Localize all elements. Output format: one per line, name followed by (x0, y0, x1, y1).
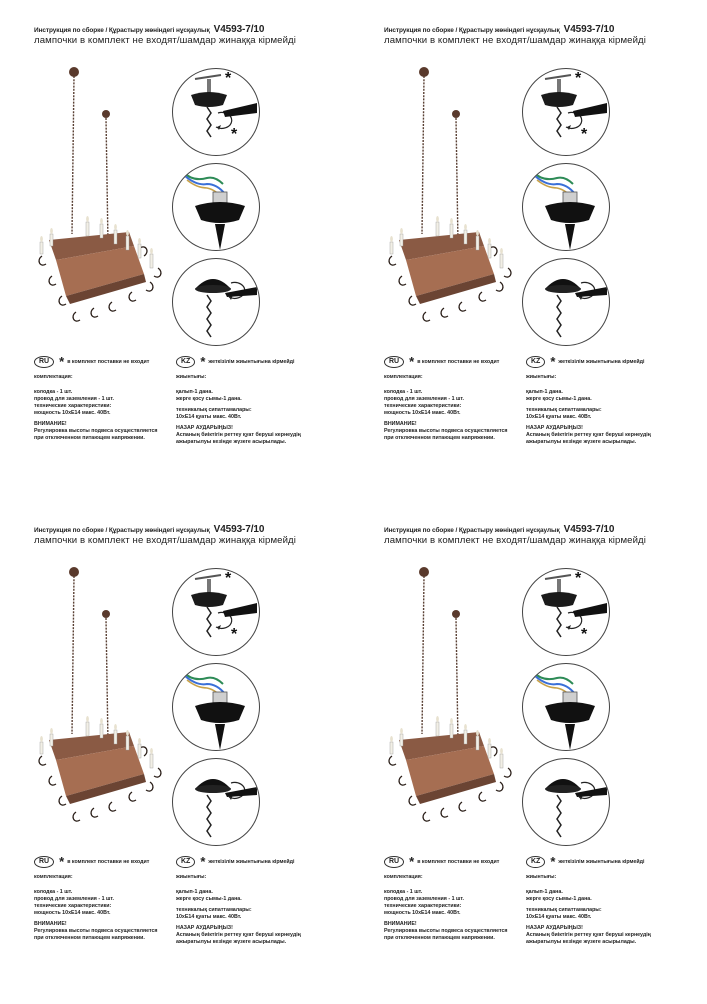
kz-star-note: жеткізілім жиынтығына кірмейді (558, 359, 645, 365)
ru-star-note: в комплект поставки не входит (417, 859, 500, 865)
assembly-steps (522, 68, 612, 348)
kz-specs-value: 10хЕ14 қуаты макс. 40Вт. (176, 914, 242, 920)
ru-legend (384, 856, 499, 868)
model-number: V4593-7/10 (213, 524, 265, 535)
ru-specs-value: мощность 10хЕ14 макс. 40Вт. (34, 410, 111, 416)
assembly-steps (522, 568, 612, 848)
ru-star-note: в комплект поставки не входит (67, 859, 150, 865)
star-icon: * (225, 70, 232, 87)
ru-kit-item: провод для заземления - 1 шт. (384, 896, 465, 902)
step-wiring (522, 663, 610, 751)
kz-kit-label: жиынтығы: (526, 874, 557, 880)
step-ceiling-mount (522, 68, 610, 156)
cover-fix-diagram (173, 759, 259, 845)
ru-kit-label: комплектация: (34, 874, 73, 880)
kz-specs-label: техникалық сипаттамалары: (526, 907, 602, 913)
step-cover-fix (522, 758, 610, 846)
kz-kit-item: жерге қосу сымы-1 дана. (526, 896, 592, 902)
kz-specs-value: 10хЕ14 қуаты макс. 40Вт. (526, 414, 592, 420)
chandelier-image (34, 64, 169, 344)
model-number: V4593-7/10 (563, 524, 615, 535)
kz-badge: KZ (526, 356, 545, 368)
title-text: Инструкция по сборке / Құрастыру жөніндегі нұсқаулық (34, 527, 210, 534)
instruction-title (384, 24, 614, 35)
ru-legend (34, 856, 149, 868)
ru-warning-line: при отключенном питающем напряжении. (384, 935, 495, 941)
kz-kit-item: қалып-1 дана. (526, 889, 563, 895)
kz-badge: KZ (526, 856, 545, 868)
assembly-steps (172, 568, 262, 848)
kz-warning-line: Аспаның биіктігін реттеу қуат беруші кернеудің (526, 932, 651, 938)
ru-warning-line: Регулировка высоты подвеса осуществляется (34, 928, 158, 934)
star-icon: * (59, 354, 65, 369)
model-number: V4593-7/10 (213, 24, 265, 35)
instruction-title (34, 524, 264, 535)
ceiling-mount-diagram (523, 69, 609, 155)
ru-specs-label: технические характеристики: (384, 403, 462, 409)
ru-kit-item: колодка - 1 шт. (384, 389, 423, 395)
kz-kit-item: қалып-1 дана. (176, 389, 213, 395)
kz-legend (526, 356, 644, 368)
wiring-diagram (523, 164, 609, 250)
star-icon: * (200, 854, 206, 869)
ru-kit-item: провод для заземления - 1 шт. (384, 396, 465, 402)
ru-warning-line: при отключенном питающем напряжении. (34, 935, 145, 941)
step-wiring (172, 163, 260, 251)
step-ceiling-mount (172, 68, 260, 156)
instruction-title (34, 24, 264, 35)
kz-warning-line: ажыратылуы кезінде жүзеге асырылады. (176, 939, 287, 945)
kz-specs-label: техникалық сипаттамалары: (176, 407, 252, 413)
bulbs-not-included-note: лампочки в комплект не входят/шамдар жинаққа кірмейді (384, 35, 646, 46)
kz-star-note: жеткізілім жиынтығына кірмейді (208, 359, 295, 365)
kz-legend (176, 856, 294, 868)
model-number: V4593-7/10 (563, 24, 615, 35)
title-text: Инструкция по сборке / Құрастыру жөніндегі нұсқаулық (384, 27, 560, 34)
ru-specs-value: мощность 10хЕ14 макс. 40Вт. (384, 910, 461, 916)
bulbs-not-included-note: лампочки в комплект не входят/шамдар жинаққа кірмейді (34, 35, 296, 46)
ru-badge: RU (384, 856, 404, 868)
star-icon: * (581, 626, 588, 643)
kz-warning-label: НАЗАР АУДАРЫҢЫЗ! (526, 425, 583, 431)
chandelier-image (384, 64, 519, 344)
star-icon: * (581, 126, 588, 143)
title-text: Инструкция по сборке / Құрастыру жөніндегі нұсқаулық (384, 527, 560, 534)
ru-badge: RU (34, 356, 54, 368)
ceiling-mount-diagram (173, 569, 259, 655)
step-ceiling-mount (172, 568, 260, 656)
kz-specs (526, 374, 664, 446)
ru-badge: RU (34, 856, 54, 868)
ru-kit-item: колодка - 1 шт. (384, 889, 423, 895)
kz-warning-label: НАЗАР АУДАРЫҢЫЗ! (526, 925, 583, 931)
ru-badge: RU (384, 356, 404, 368)
star-icon: * (550, 854, 556, 869)
kz-specs-label: техникалық сипаттамалары: (526, 407, 602, 413)
ru-specs-value: мощность 10хЕ14 макс. 40Вт. (34, 910, 111, 916)
wiring-diagram (173, 164, 259, 250)
instruction-panel-bottom-right (384, 524, 707, 1004)
step-cover-fix (172, 758, 260, 846)
kz-kit-item: жерге қосу сымы-1 дана. (176, 896, 242, 902)
kz-legend (176, 356, 294, 368)
cover-fix-diagram (173, 259, 259, 345)
kz-warning-line: ажыратылуы кезінде жүзеге асырылады. (526, 939, 637, 945)
kz-specs (526, 874, 664, 946)
ru-warning-label: ВНИМАНИЕ! (34, 921, 67, 927)
ru-kit-item: колодка - 1 шт. (34, 389, 73, 395)
kz-warning-line: ажыратылуы кезінде жүзеге асырылады. (526, 439, 637, 445)
ru-warning-label: ВНИМАНИЕ! (384, 921, 417, 927)
star-icon: * (231, 126, 238, 143)
ru-specs-value: мощность 10хЕ14 макс. 40Вт. (384, 410, 461, 416)
kz-warning-line: Аспаның биіктігін реттеу қуат беруші кернеудің (176, 432, 301, 438)
wiring-diagram (173, 664, 259, 750)
ru-kit-label: комплектация: (34, 374, 73, 380)
star-icon: * (575, 570, 582, 587)
wiring-diagram (523, 664, 609, 750)
ru-specs (34, 874, 172, 942)
cover-fix-diagram (523, 259, 609, 345)
star-icon: * (200, 354, 206, 369)
assembly-steps (172, 68, 262, 348)
bulbs-not-included-note: лампочки в комплект не входят/шамдар жинаққа кірмейді (34, 535, 296, 546)
kz-kit-item: жерге қосу сымы-1 дана. (526, 396, 592, 402)
ru-kit-item: провод для заземления - 1 шт. (34, 396, 115, 402)
ru-warning-line: Регулировка высоты подвеса осуществляется (384, 428, 508, 434)
ru-star-note: в комплект поставки не входит (67, 359, 150, 365)
cover-fix-diagram (523, 759, 609, 845)
ru-specs-label: технические характеристики: (34, 403, 112, 409)
kz-warning-line: Аспаның биіктігін реттеу қуат беруші кернеудің (526, 432, 651, 438)
ru-warning-label: ВНИМАНИЕ! (384, 421, 417, 427)
kz-badge: KZ (176, 356, 195, 368)
kz-warning-label: НАЗАР АУДАРЫҢЫЗ! (176, 425, 233, 431)
ru-specs (384, 374, 522, 442)
kz-badge: KZ (176, 856, 195, 868)
kz-kit-label: жиынтығы: (176, 374, 207, 380)
star-icon: * (59, 854, 65, 869)
step-wiring (522, 163, 610, 251)
kz-kit-item: қалып-1 дана. (526, 389, 563, 395)
ru-legend (34, 356, 149, 368)
instruction-panel-top-left (34, 24, 374, 504)
step-ceiling-mount (522, 568, 610, 656)
kz-legend (526, 856, 644, 868)
ru-kit-label: комплектация: (384, 374, 423, 380)
star-icon: * (409, 854, 415, 869)
kz-star-note: жеткізілім жиынтығына кірмейді (208, 859, 295, 865)
ru-kit-label: комплектация: (384, 874, 423, 880)
kz-kit-item: қалып-1 дана. (176, 889, 213, 895)
kz-star-note: жеткізілім жиынтығына кірмейді (558, 859, 645, 865)
ru-kit-item: провод для заземления - 1 шт. (34, 896, 115, 902)
kz-specs-value: 10хЕ14 қуаты макс. 40Вт. (176, 414, 242, 420)
ceiling-mount-diagram (523, 569, 609, 655)
star-icon: * (225, 570, 232, 587)
instruction-panel-top-right (384, 24, 707, 504)
ru-star-note: в комплект поставки не входит (417, 359, 500, 365)
chandelier-image (34, 564, 169, 844)
ru-warning-line: Регулировка высоты подвеса осуществляется (384, 928, 508, 934)
ru-warning-line: при отключенном питающем напряжении. (384, 435, 495, 441)
title-text: Инструкция по сборке / Құрастыру жөніндегі нұсқаулық (34, 27, 210, 34)
ru-specs (384, 874, 522, 942)
star-icon: * (231, 626, 238, 643)
instruction-panel-bottom-left (34, 524, 374, 1004)
kz-specs (176, 874, 314, 946)
ru-specs (34, 374, 172, 442)
step-cover-fix (172, 258, 260, 346)
step-cover-fix (522, 258, 610, 346)
ru-warning-line: при отключенном питающем напряжении. (34, 435, 145, 441)
step-wiring (172, 663, 260, 751)
kz-warning-line: Аспаның биіктігін реттеу қуат беруші кернеудің (176, 932, 301, 938)
kz-kit-label: жиынтығы: (176, 874, 207, 880)
bulbs-not-included-note: лампочки в комплект не входят/шамдар жинаққа кірмейді (384, 535, 646, 546)
kz-kit-item: жерге қосу сымы-1 дана. (176, 396, 242, 402)
ru-specs-label: технические характеристики: (34, 903, 112, 909)
star-icon: * (409, 354, 415, 369)
kz-specs-value: 10хЕ14 қуаты макс. 40Вт. (526, 914, 592, 920)
chandelier-image (384, 564, 519, 844)
kz-warning-label: НАЗАР АУДАРЫҢЫЗ! (176, 925, 233, 931)
ceiling-mount-diagram (173, 69, 259, 155)
ru-legend (384, 356, 499, 368)
star-icon: * (575, 70, 582, 87)
ru-specs-label: технические характеристики: (384, 903, 462, 909)
kz-specs (176, 374, 314, 446)
ru-kit-item: колодка - 1 шт. (34, 889, 73, 895)
kz-specs-label: техникалық сипаттамалары: (176, 907, 252, 913)
ru-warning-line: Регулировка высоты подвеса осуществляется (34, 428, 158, 434)
kz-warning-line: ажыратылуы кезінде жүзеге асырылады. (176, 439, 287, 445)
kz-kit-label: жиынтығы: (526, 374, 557, 380)
ru-warning-label: ВНИМАНИЕ! (34, 421, 67, 427)
star-icon: * (550, 354, 556, 369)
instruction-title (384, 524, 614, 535)
